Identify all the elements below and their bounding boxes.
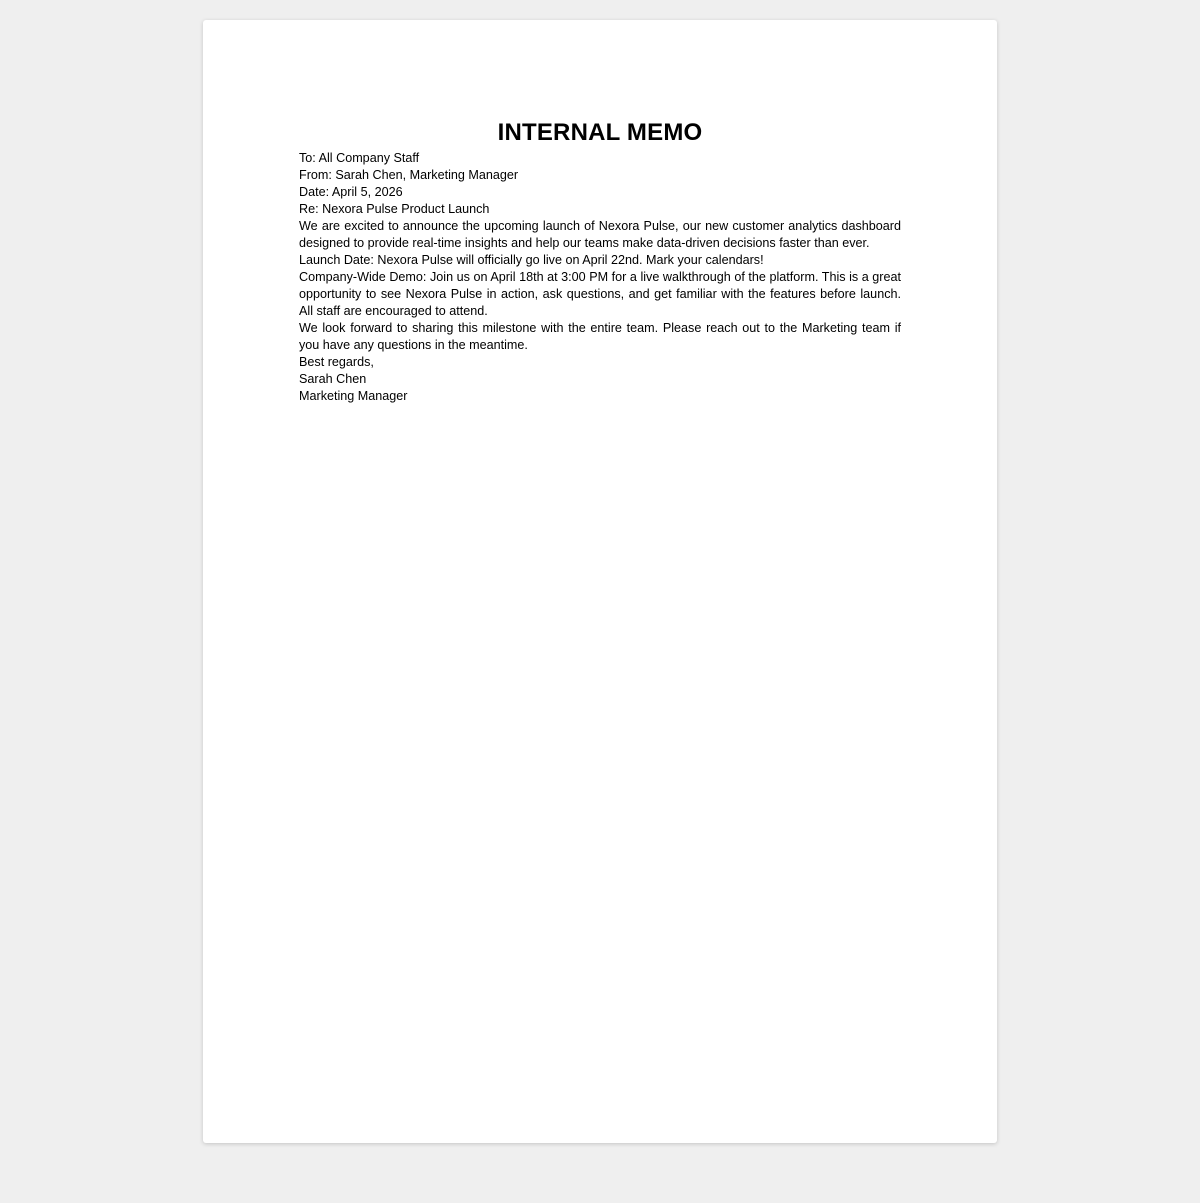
closing-paragraph: We look forward to sharing this milestone with the entire team. Please reach out to the Marketing team if you have any questions in the meantime. <box>299 321 901 352</box>
memo-title: INTERNAL MEMO <box>497 119 703 146</box>
memo-subject: Re: Nexora Pulse Product Launch <box>299 202 490 216</box>
demo-paragraph: Company-Wide Demo: Join us on April 18th at 3:00 PM for a live walkthrough of the platform. This is a great opportunity to see Nexora Pulse in action, ask questions, and get familiar with the features before launch. All staff are encouraged to attend. <box>299 270 901 318</box>
memo-body <box>299 116 901 405</box>
memo-to: To: All Company Staff <box>299 151 420 165</box>
signoff: Best regards, <box>299 355 374 369</box>
sender-name: Sarah Chen <box>299 372 367 386</box>
intro-paragraph: We are excited to announce the upcoming launch of Nexora Pulse, our new customer analytics dashboard designed to provide real-time insights and help our teams make data-driven decisions faster than ever. <box>299 219 901 250</box>
launch-date-paragraph: Launch Date: Nexora Pulse will officially go live on April 22nd. Mark your calendars! <box>299 253 764 267</box>
memo-date: Date: April 5, 2026 <box>299 185 403 199</box>
document-page <box>203 20 997 1143</box>
memo-from: From: Sarah Chen, Marketing Manager <box>299 168 519 182</box>
sender-title: Marketing Manager <box>299 389 408 403</box>
